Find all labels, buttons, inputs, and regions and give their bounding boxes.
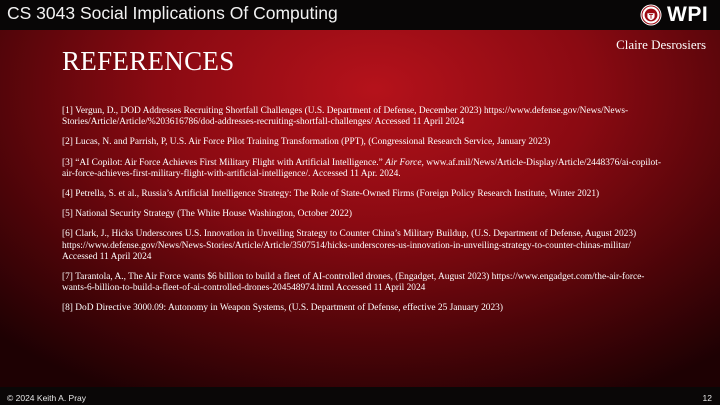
logo-text: WPI xyxy=(667,3,709,26)
author-name: Claire Desrosiers xyxy=(616,37,706,52)
reference-list xyxy=(62,106,662,324)
course-title: CS 3043 Social Implications Of Computing xyxy=(7,3,338,23)
reference-text-continued: , www.af.mil/News/Article-Display/Article/2448376/ai-copilot-air-force-achieves-first-military-flight-with-artificial-intelligence/. Accessed 11 Apr. 2024. xyxy=(62,157,661,179)
page-number: 12 xyxy=(702,393,712,403)
copyright-notice: © 2024 Keith A. Pray xyxy=(7,393,87,403)
reference-text: [5] National Security Strategy (The White House Washington, October 2022) xyxy=(62,209,352,220)
reference-item xyxy=(62,209,662,220)
page-title: REFERENCES xyxy=(62,46,235,76)
reference-item xyxy=(62,189,662,200)
reference-text: [6] Clark, J., Hicks Underscores U.S. Innovation in Unveiling Strategy to Counter China’s Military Buildup, (U.S. Department of Defense, August 2023) https://www.defense.gov/News/News-Stories/Article/Article/3507514/hicks-underscores-us-innovation-in-unveiling-strategy-to-counter-chinas-militar/ Accessed 11 April 2024 xyxy=(62,229,637,262)
wpi-logo xyxy=(640,2,708,28)
reference-item xyxy=(62,303,662,314)
reference-text: [8] DoD Directive 3000.09: Autonomy in Weapon Systems, (U.S. Department of Defense, effective 25 January 2023) xyxy=(62,303,503,314)
reference-text: [3] “AI Copilot: Air Force Achieves First Military Flight with Artificial Intelligence.” xyxy=(62,157,386,168)
reference-item xyxy=(62,106,662,128)
reference-item xyxy=(62,272,662,294)
reference-item xyxy=(62,158,662,180)
reference-item xyxy=(62,229,662,263)
reference-item xyxy=(62,137,662,148)
reference-text: [4] Petrella, S. et al., Russia’s Artificial Intelligence Strategy: The Role of State-Owned Firms (Foreign Policy Research Institute, Winter 2021) xyxy=(62,189,600,200)
wpi-seal-icon xyxy=(640,4,662,26)
reference-text: [2] Lucas, N. and Parrish, P, U.S. Air Force Pilot Training Transformation (PPT), (Congressional Research Service, January 2023) xyxy=(62,137,551,148)
reference-source-italic: Air Force xyxy=(385,157,422,168)
reference-text: [1] Vergun, D., DOD Addresses Recruiting Shortfall Challenges (U.S. Department of Defense, December 2023) https://www.defense.gov/News/News-Stories/Article/Article/%203616786/dod-addresses-recruiting-shortfall-challenges/ Accessed 11 April 2024 xyxy=(62,106,629,128)
reference-text: [7] Tarantola, A., The Air Force wants $6 billion to build a fleet of AI-controlled drones, (Engadget, August 2023) https://www.engadget.com/the-air-force-wants-6-billion-to-build-a-fleet-of-ai-controlled-drones-204548974.html Accessed 11 April 2024 xyxy=(62,272,645,294)
header-bar xyxy=(0,0,720,30)
footer-bar xyxy=(0,387,720,405)
